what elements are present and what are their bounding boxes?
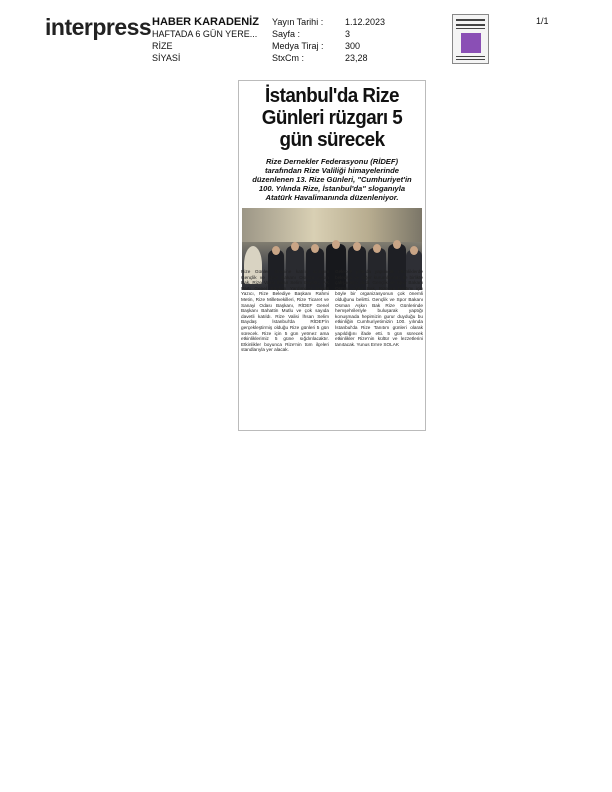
article-headline: İstanbul'da Rize Günleri rüzgarı 5 gün sürecek <box>261 84 403 151</box>
newspaper-thumbnail[interactable] <box>452 14 489 64</box>
stxcm-label: StxCm : <box>272 53 305 63</box>
body-paragraph-left: Rize Günleri törenine katılıp açılışını Gençlik ve Spor Bakanı Osman Aşkın Bak, Rize Valisi İhsan Selim Baydaş, AK Parti Genel Başkan Yardımcısı Hayati Yazıcı, Rize Belediye Başkanı Rahmi Metin, Rize Milletvekilleri, Rize Ticaret ve Sanayi Odası Başkanı, RİDEF Genel Başkanı Bahattin Mutlu ve çok sayıda davetli katıldı. Rize Valisi İhsan Selim Baydaş İstanbul'da RİDEF'in gerçekleştirmiş olduğu Rize günleri 5 gün sürecek. Rize için 5 gün yetmez ama etkinliklerimiz 5 güne sığdırılacaktır. Etkinlikler boyunca Rize'nin tüm ilçeleri standlarıyla yer alacak. <box>241 269 329 353</box>
page-label: Sayfa : <box>272 29 301 39</box>
publication-name: HABER KARADENİZ <box>152 16 259 28</box>
page-count: 1/1 <box>536 16 549 26</box>
article-title-short: HAFTADA 6 GÜN YERE... <box>152 29 258 39</box>
article-body-right <box>335 269 423 347</box>
circulation-value: 300 <box>345 41 361 51</box>
publish-date-value: 1.12.2023 <box>345 17 386 27</box>
thumbnail-image <box>461 33 481 53</box>
interpress-logo <box>45 14 151 41</box>
city-label: RİZE <box>152 41 173 51</box>
article-body-left <box>241 269 329 353</box>
logo-text-inter: inter <box>45 14 93 40</box>
article-clipping <box>238 80 426 431</box>
publish-date-label: Yayın Tarihi : <box>272 17 324 27</box>
article-subhead: Rize Dernekler Federasyonu (RİDEF) tarafından Rize Valiliği himayelerinde düzenlenen 13. Rize Günleri, "Cumhuriyet'in 100. Yılında Rize, İstanbul'da" sloganıyla Atatürk Havalimanında düzenleniyor. <box>252 157 412 202</box>
page-value: 3 <box>345 29 351 39</box>
logo-text-press: press <box>92 14 152 40</box>
meta-labels <box>272 16 324 64</box>
circulation-label: Medya Tiraj : <box>272 41 324 51</box>
section-label: SİYASİ <box>152 53 181 63</box>
body-paragraph-right: Gelecek yıllarda yapılacak etkinliklerde belediye ve diğer kurumlarımız ile birlikte çalışacağız dedi. Gençlik ve Spor Bakanı Osman Aşkın Bak, Rize'nin tanıtımı için böyle bir organizasyonun çok önemli olduğunu belirtti. Gençlik ve Spor Bakanı Osman Aşkın Bak Rize Günlerinde hemşehrileriyle buluşarak yaptığı konuşmada hepimizin gurur duyduğu bu etkinliğin Cumhuriyetimizin 100. yılında İstanbul'da Rize Tanıtım günleri olarak yapıldığını ifade etti. 5 gün sürecek etkinlikler Rize'nin kültür ve lezzetlerini tanıtacak. Yunus Emre SOLAK <box>335 269 423 347</box>
publication-info <box>152 16 259 64</box>
stxcm-value: 23,28 <box>345 53 368 63</box>
meta-values <box>345 16 385 64</box>
